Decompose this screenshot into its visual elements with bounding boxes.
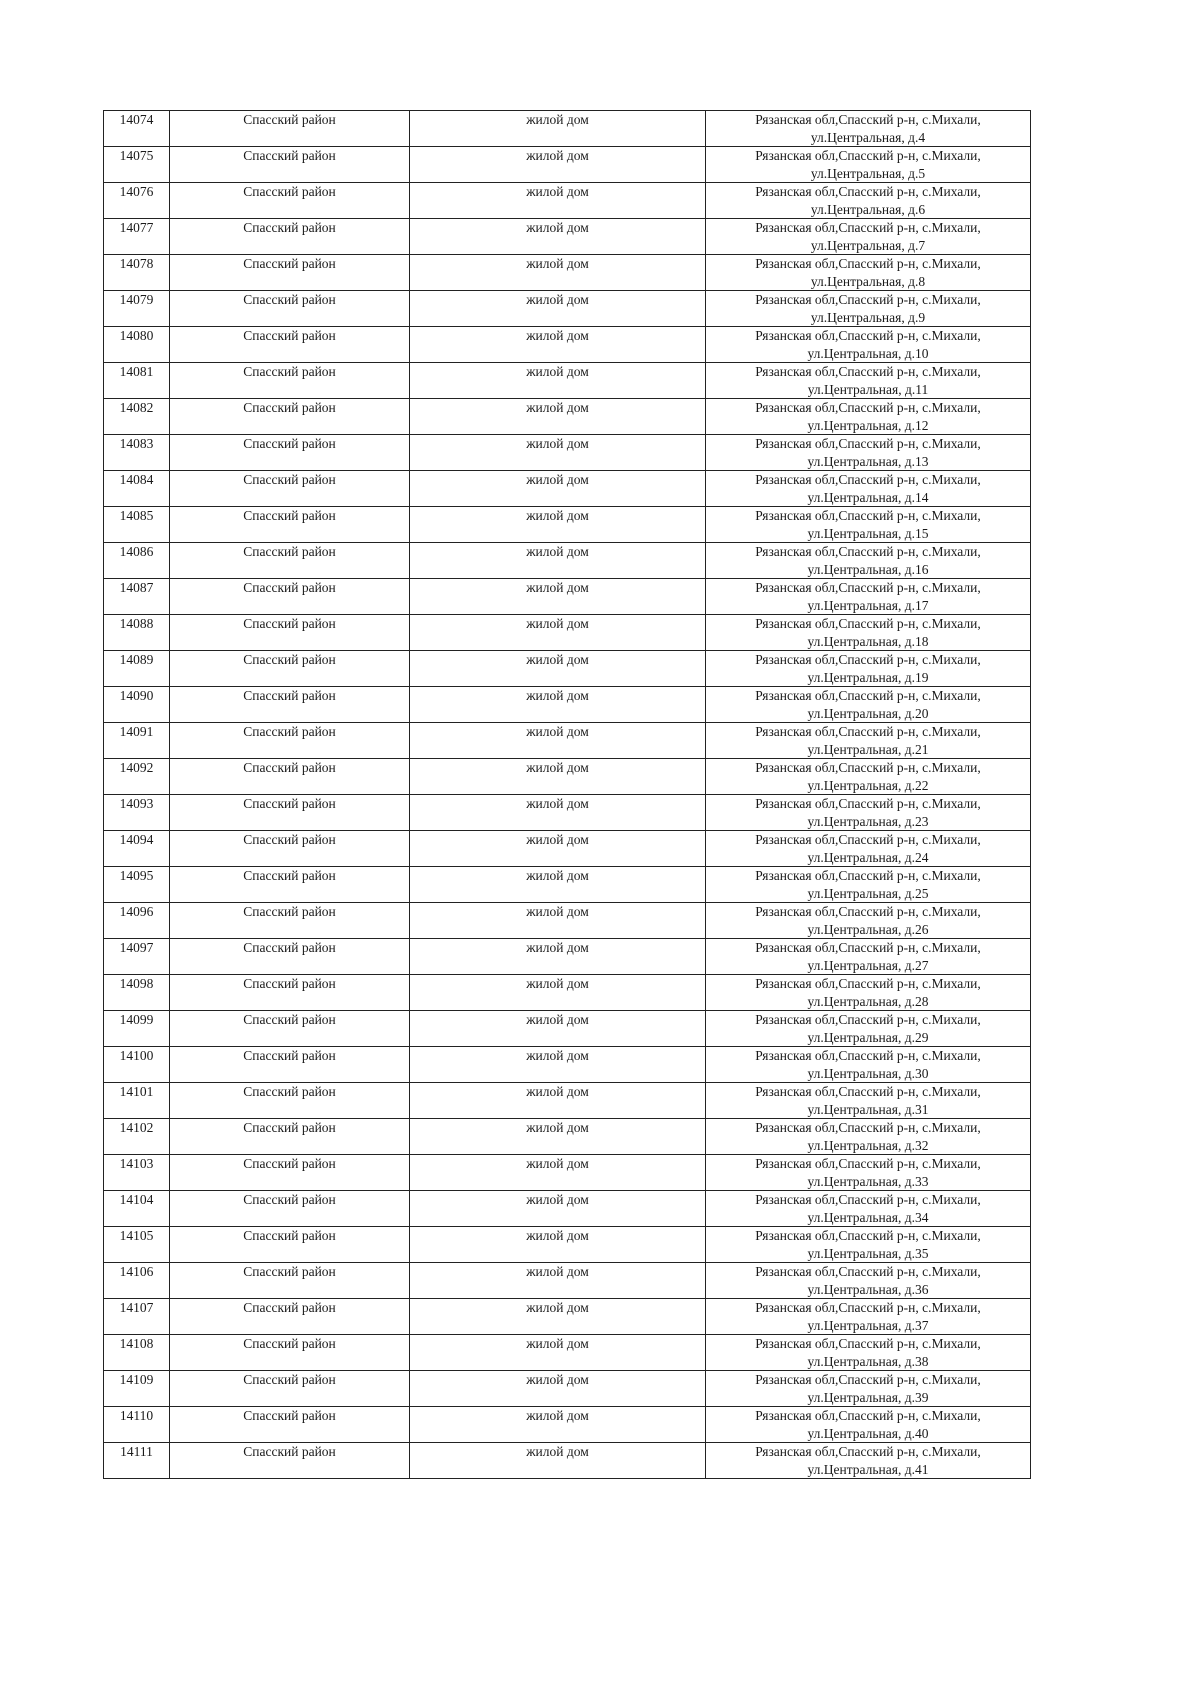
address-line-region: Рязанская обл,Спасский р-н, с.Михали, [755,400,981,415]
address-line-street: ул.Центральная, д.39 [807,1389,929,1405]
object-type-cell: жилой дом [410,255,706,291]
table-row [104,1299,1031,1335]
district-cell: Спасский район [170,219,410,255]
district-cell: Спасский район [170,723,410,759]
district-cell: Спасский район [170,831,410,867]
address-cell [706,147,1031,183]
table-row [104,759,1031,795]
address-line-region: Рязанская обл,Спасский р-н, с.Михали, [755,832,981,847]
address-line-region: Рязанская обл,Спасский р-н, с.Михали, [755,364,981,379]
district-cell: Спасский район [170,903,410,939]
object-type-cell: жилой дом [410,1371,706,1407]
row-number-cell: 14081 [104,363,170,399]
address-line-region: Рязанская обл,Спасский р-н, с.Михали, [755,1408,981,1423]
object-type-cell: жилой дом [410,1119,706,1155]
address-cell [706,975,1031,1011]
address-line-region: Рязанская обл,Спасский р-н, с.Михали, [755,436,981,451]
table-row [104,867,1031,903]
row-number-cell: 14090 [104,687,170,723]
object-type-cell: жилой дом [410,867,706,903]
address-line-region: Рязанская обл,Спасский р-н, с.Михали, [755,112,981,127]
row-number-cell: 14093 [104,795,170,831]
address-line-region: Рязанская обл,Спасский р-н, с.Михали, [755,1336,981,1351]
district-cell: Спасский район [170,183,410,219]
address-cell [706,1191,1031,1227]
district-cell: Спасский район [170,111,410,147]
object-type-cell: жилой дом [410,1155,706,1191]
address-line-street: ул.Центральная, д.24 [807,849,929,865]
table-row [104,903,1031,939]
row-number-cell: 14094 [104,831,170,867]
address-line-street: ул.Центральная, д.27 [807,957,929,973]
address-line-region: Рязанская обл,Спасский р-н, с.Михали, [755,760,981,775]
row-number-cell: 14109 [104,1371,170,1407]
address-line-street: ул.Центральная, д.25 [807,885,929,901]
district-cell: Спасский район [170,975,410,1011]
table-row [104,651,1031,687]
table-row [104,1011,1031,1047]
district-cell: Спасский район [170,1371,410,1407]
address-line-street: ул.Центральная, д.23 [807,813,929,829]
row-number-cell: 14096 [104,903,170,939]
object-type-cell: жилой дом [410,651,706,687]
table-row [104,327,1031,363]
table-row [104,723,1031,759]
table-row [104,363,1031,399]
row-number-cell: 14092 [104,759,170,795]
address-line-region: Рязанская обл,Спасский р-н, с.Михали, [755,1156,981,1171]
address-line-street: ул.Центральная, д.28 [807,993,929,1009]
address-line-street: ул.Центральная, д.6 [810,201,926,217]
row-number-cell: 14074 [104,111,170,147]
address-cell [706,1155,1031,1191]
district-cell: Спасский район [170,543,410,579]
address-line-street: ул.Центральная, д.38 [807,1353,929,1369]
address-line-street: ул.Центральная, д.14 [807,489,929,505]
table-row [104,1083,1031,1119]
address-cell [706,1371,1031,1407]
table-row [104,1119,1031,1155]
object-type-cell: жилой дом [410,1335,706,1371]
district-cell: Спасский район [170,471,410,507]
district-cell: Спасский район [170,795,410,831]
address-line-street: ул.Центральная, д.21 [807,741,929,757]
address-line-street: ул.Центральная, д.31 [807,1101,929,1117]
district-cell: Спасский район [170,579,410,615]
address-cell [706,327,1031,363]
address-line-street: ул.Центральная, д.32 [807,1137,929,1153]
row-number-cell: 14095 [104,867,170,903]
address-line-street: ул.Центральная, д.18 [807,633,929,649]
object-type-cell: жилой дом [410,507,706,543]
address-line-street: ул.Центральная, д.10 [807,345,929,361]
district-cell: Спасский район [170,1407,410,1443]
address-line-street: ул.Центральная, д.34 [807,1209,929,1225]
row-number-cell: 14100 [104,1047,170,1083]
row-number-cell: 14099 [104,1011,170,1047]
district-cell: Спасский район [170,1083,410,1119]
address-cell [706,831,1031,867]
district-cell: Спасский район [170,1011,410,1047]
district-cell: Спасский район [170,1191,410,1227]
object-type-cell: жилой дом [410,435,706,471]
address-line-region: Рязанская обл,Спасский р-н, с.Михали, [755,1012,981,1027]
object-type-cell: жилой дом [410,543,706,579]
table-row [104,579,1031,615]
object-type-cell: жилой дом [410,111,706,147]
property-registry-table [103,110,1031,1479]
row-number-cell: 14108 [104,1335,170,1371]
object-type-cell: жилой дом [410,327,706,363]
district-cell: Спасский район [170,867,410,903]
row-number-cell: 14110 [104,1407,170,1443]
address-cell [706,255,1031,291]
address-line-region: Рязанская обл,Спасский р-н, с.Михали, [755,1228,981,1243]
address-cell [706,1227,1031,1263]
address-cell [706,651,1031,687]
table-row [104,435,1031,471]
address-cell [706,579,1031,615]
row-number-cell: 14085 [104,507,170,543]
address-line-street: ул.Центральная, д.8 [810,273,926,289]
district-cell: Спасский район [170,687,410,723]
address-cell [706,363,1031,399]
address-line-region: Рязанская обл,Спасский р-н, с.Михали, [755,616,981,631]
address-cell [706,1047,1031,1083]
object-type-cell: жилой дом [410,1299,706,1335]
address-line-street: ул.Центральная, д.7 [810,237,926,253]
address-line-street: ул.Центральная, д.37 [807,1317,929,1333]
object-type-cell: жилой дом [410,1191,706,1227]
district-cell: Спасский район [170,939,410,975]
object-type-cell: жилой дом [410,183,706,219]
address-cell [706,543,1031,579]
object-type-cell: жилой дом [410,291,706,327]
address-line-region: Рязанская обл,Спасский р-н, с.Михали, [755,940,981,955]
address-line-street: ул.Центральная, д.16 [807,561,929,577]
object-type-cell: жилой дом [410,903,706,939]
row-number-cell: 14077 [104,219,170,255]
address-cell [706,111,1031,147]
table-row [104,147,1031,183]
address-line-region: Рязанская обл,Спасский р-н, с.Михали, [755,1264,981,1279]
address-cell [706,759,1031,795]
district-cell: Спасский район [170,1227,410,1263]
address-cell [706,903,1031,939]
district-cell: Спасский район [170,1263,410,1299]
address-line-region: Рязанская обл,Спасский р-н, с.Михали, [755,1300,981,1315]
table-row [104,1191,1031,1227]
district-cell: Спасский район [170,363,410,399]
address-line-street: ул.Центральная, д.20 [807,705,929,721]
row-number-cell: 14079 [104,291,170,327]
row-number-cell: 14082 [104,399,170,435]
row-number-cell: 14088 [104,615,170,651]
table-row [104,183,1031,219]
address-cell [706,615,1031,651]
object-type-cell: жилой дом [410,1083,706,1119]
address-line-region: Рязанская обл,Спасский р-н, с.Михали, [755,184,981,199]
address-cell [706,723,1031,759]
row-number-cell: 14102 [104,1119,170,1155]
table-row [104,795,1031,831]
address-line-region: Рязанская обл,Спасский р-н, с.Михали, [755,796,981,811]
table-row [104,1443,1031,1479]
table-row [104,687,1031,723]
object-type-cell: жилой дом [410,723,706,759]
address-line-street: ул.Центральная, д.36 [807,1281,929,1297]
object-type-cell: жилой дом [410,1047,706,1083]
table-row [104,471,1031,507]
row-number-cell: 14103 [104,1155,170,1191]
row-number-cell: 14083 [104,435,170,471]
address-cell [706,687,1031,723]
address-line-street: ул.Центральная, д.35 [807,1245,929,1261]
object-type-cell: жилой дом [410,759,706,795]
row-number-cell: 14101 [104,1083,170,1119]
row-number-cell: 14084 [104,471,170,507]
object-type-cell: жилой дом [410,795,706,831]
district-cell: Спасский район [170,1299,410,1335]
address-cell [706,1011,1031,1047]
address-cell [706,219,1031,255]
object-type-cell: жилой дом [410,363,706,399]
address-line-street: ул.Центральная, д.4 [810,129,926,145]
district-cell: Спасский район [170,1335,410,1371]
object-type-cell: жилой дом [410,615,706,651]
table-row [104,111,1031,147]
row-number-cell: 14075 [104,147,170,183]
object-type-cell: жилой дом [410,579,706,615]
object-type-cell: жилой дом [410,1227,706,1263]
table-row [104,291,1031,327]
address-line-region: Рязанская обл,Спасский р-н, с.Михали, [755,1192,981,1207]
row-number-cell: 14097 [104,939,170,975]
district-cell: Спасский район [170,1155,410,1191]
address-line-region: Рязанская обл,Спасский р-н, с.Михали, [755,544,981,559]
object-type-cell: жилой дом [410,687,706,723]
object-type-cell: жилой дом [410,1011,706,1047]
row-number-cell: 14105 [104,1227,170,1263]
address-line-street: ул.Центральная, д.22 [807,777,929,793]
address-cell [706,1083,1031,1119]
address-cell [706,1263,1031,1299]
row-number-cell: 14106 [104,1263,170,1299]
address-line-region: Рязанская обл,Спасский р-н, с.Михали, [755,508,981,523]
row-number-cell: 14080 [104,327,170,363]
address-line-region: Рязанская обл,Спасский р-н, с.Михали, [755,148,981,163]
table-row [104,1155,1031,1191]
address-cell [706,1407,1031,1443]
district-cell: Спасский район [170,327,410,363]
address-line-region: Рязанская обл,Спасский р-н, с.Михали, [755,1048,981,1063]
row-number-cell: 14078 [104,255,170,291]
district-cell: Спасский район [170,651,410,687]
table-row [104,1047,1031,1083]
address-line-region: Рязанская обл,Спасский р-н, с.Михали, [755,292,981,307]
object-type-cell: жилой дом [410,975,706,1011]
address-line-street: ул.Центральная, д.26 [807,921,929,937]
row-number-cell: 14111 [104,1443,170,1479]
address-line-street: ул.Центральная, д.5 [810,165,926,181]
address-cell [706,1119,1031,1155]
table-row [104,1227,1031,1263]
table-row [104,1263,1031,1299]
table-row [104,507,1031,543]
row-number-cell: 14104 [104,1191,170,1227]
address-line-region: Рязанская обл,Спасский р-н, с.Михали, [755,580,981,595]
district-cell: Спасский район [170,615,410,651]
district-cell: Спасский район [170,507,410,543]
object-type-cell: жилой дом [410,1443,706,1479]
object-type-cell: жилой дом [410,831,706,867]
object-type-cell: жилой дом [410,1263,706,1299]
address-cell [706,399,1031,435]
address-line-region: Рязанская обл,Спасский р-н, с.Михали, [755,688,981,703]
address-line-region: Рязанская обл,Спасский р-н, с.Михали, [755,472,981,487]
address-line-street: ул.Центральная, д.17 [807,597,929,613]
row-number-cell: 14098 [104,975,170,1011]
table-row [104,1371,1031,1407]
district-cell: Спасский район [170,1119,410,1155]
table-row [104,219,1031,255]
address-line-street: ул.Центральная, д.29 [807,1029,929,1045]
object-type-cell: жилой дом [410,399,706,435]
table-row [104,1407,1031,1443]
address-line-region: Рязанская обл,Спасский р-н, с.Михали, [755,724,981,739]
address-line-street: ул.Центральная, д.19 [807,669,929,685]
address-line-street: ул.Центральная, д.9 [810,309,926,325]
row-number-cell: 14076 [104,183,170,219]
address-line-street: ул.Центральная, д.12 [807,417,929,433]
row-number-cell: 14089 [104,651,170,687]
table-row [104,399,1031,435]
address-line-region: Рязанская обл,Спасский р-н, с.Михали, [755,1120,981,1135]
object-type-cell: жилой дом [410,219,706,255]
address-cell [706,291,1031,327]
address-line-street: ул.Центральная, д.11 [807,381,929,397]
table-row [104,939,1031,975]
table-row [104,975,1031,1011]
address-line-street: ул.Центральная, д.41 [807,1461,929,1477]
district-cell: Спасский район [170,1047,410,1083]
object-type-cell: жилой дом [410,471,706,507]
district-cell: Спасский район [170,759,410,795]
address-line-street: ул.Центральная, д.40 [807,1425,929,1441]
table-row [104,255,1031,291]
object-type-cell: жилой дом [410,1407,706,1443]
address-cell [706,1443,1031,1479]
row-number-cell: 14107 [104,1299,170,1335]
address-cell [706,507,1031,543]
address-line-region: Рязанская обл,Спасский р-н, с.Михали, [755,220,981,235]
address-line-region: Рязанская обл,Спасский р-н, с.Михали, [755,904,981,919]
table-row [104,543,1031,579]
district-cell: Спасский район [170,291,410,327]
address-cell [706,867,1031,903]
address-line-street: ул.Центральная, д.33 [807,1173,929,1189]
district-cell: Спасский район [170,399,410,435]
row-number-cell: 14091 [104,723,170,759]
table-row [104,831,1031,867]
address-line-region: Рязанская обл,Спасский р-н, с.Михали, [755,976,981,991]
address-line-street: ул.Центральная, д.30 [807,1065,929,1081]
district-cell: Спасский район [170,147,410,183]
address-line-region: Рязанская обл,Спасский р-н, с.Михали, [755,328,981,343]
district-cell: Спасский район [170,435,410,471]
row-number-cell: 14087 [104,579,170,615]
table-row [104,615,1031,651]
district-cell: Спасский район [170,1443,410,1479]
district-cell: Спасский район [170,255,410,291]
address-line-region: Рязанская обл,Спасский р-н, с.Михали, [755,652,981,667]
address-cell [706,1335,1031,1371]
table-row [104,1335,1031,1371]
address-cell [706,1299,1031,1335]
address-line-region: Рязанская обл,Спасский р-н, с.Михали, [755,1444,981,1459]
address-cell [706,795,1031,831]
object-type-cell: жилой дом [410,939,706,975]
address-cell [706,435,1031,471]
address-line-region: Рязанская обл,Спасский р-н, с.Михали, [755,1372,981,1387]
address-line-region: Рязанская обл,Спасский р-н, с.Михали, [755,256,981,271]
row-number-cell: 14086 [104,543,170,579]
address-line-region: Рязанская обл,Спасский р-н, с.Михали, [755,1084,981,1099]
object-type-cell: жилой дом [410,147,706,183]
address-line-region: Рязанская обл,Спасский р-н, с.Михали, [755,868,981,883]
registry-table-body [104,111,1031,1479]
address-line-street: ул.Центральная, д.13 [807,453,929,469]
address-cell [706,471,1031,507]
address-cell [706,939,1031,975]
address-cell [706,183,1031,219]
address-line-street: ул.Центральная, д.15 [807,525,929,541]
